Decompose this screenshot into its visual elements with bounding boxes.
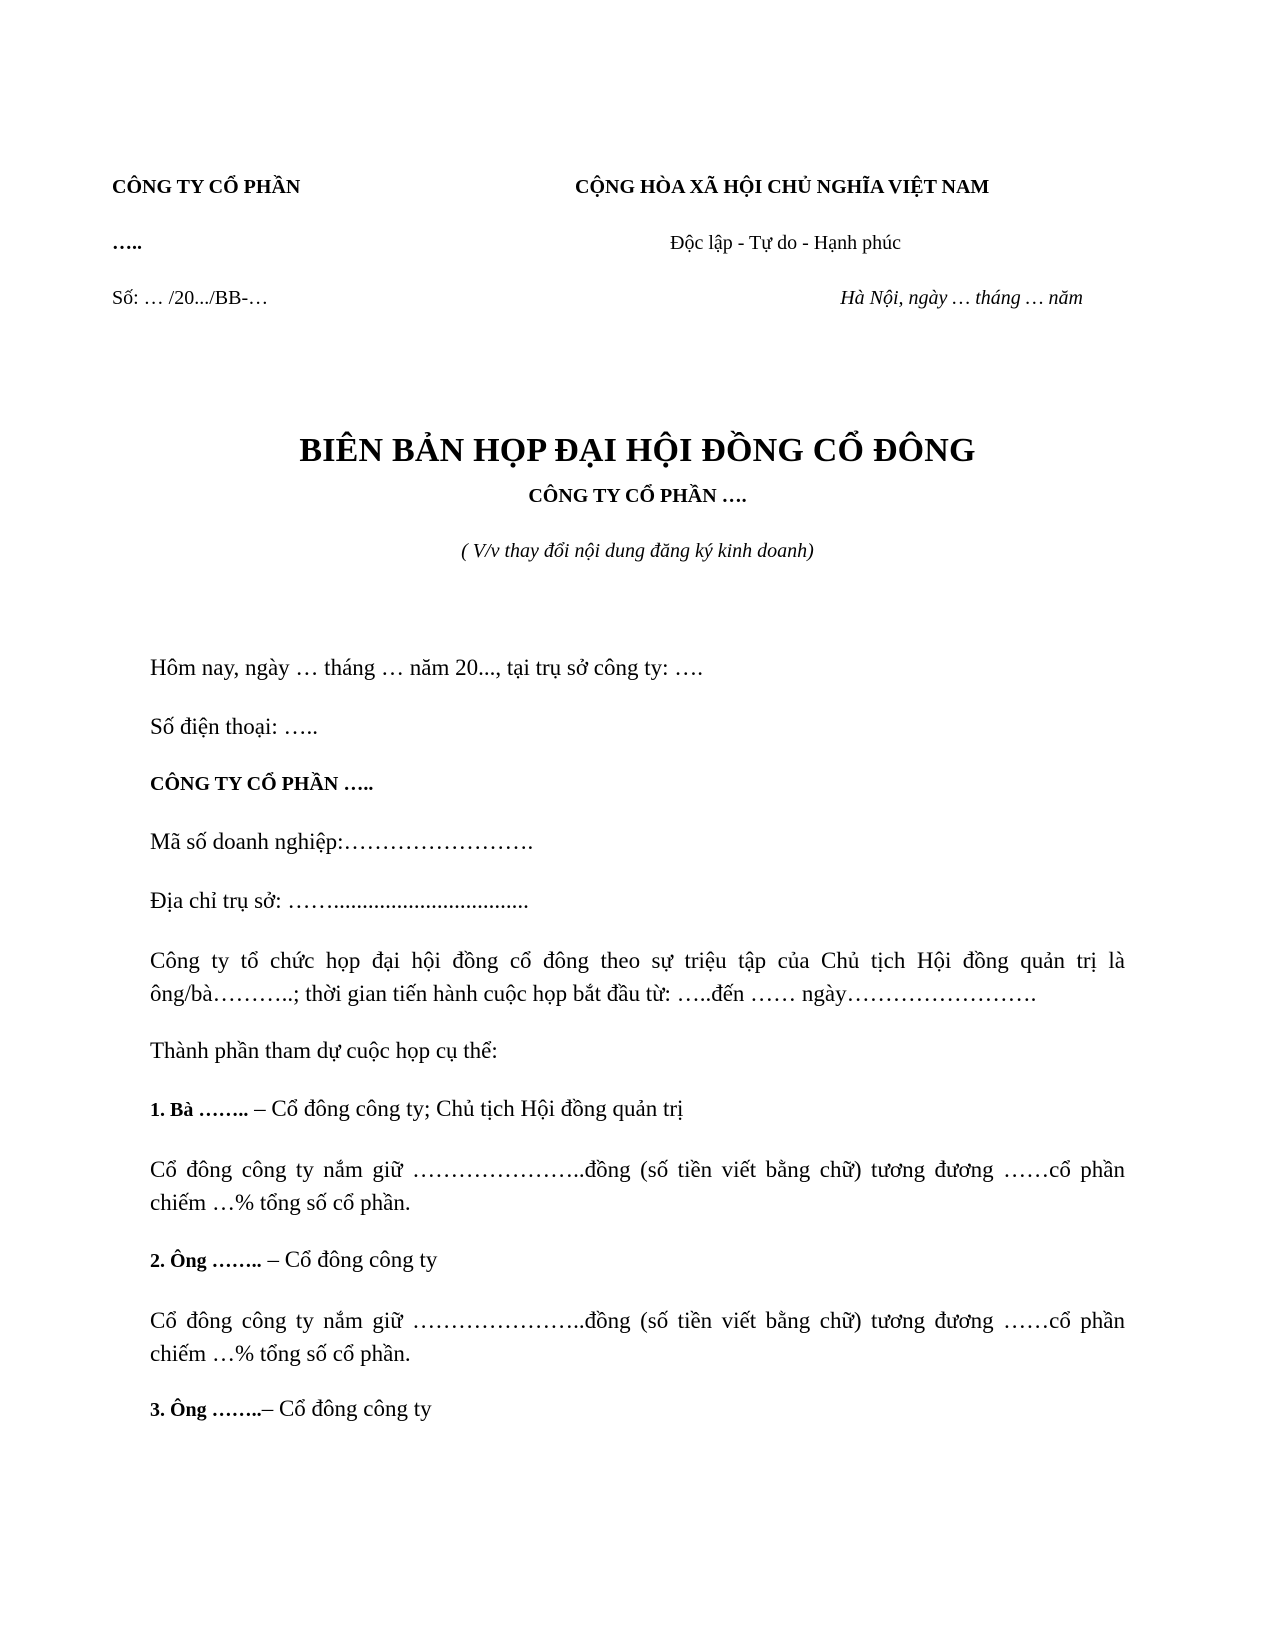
title-company: CÔNG TY CỔ PHẦN …. xyxy=(528,485,747,507)
intro-line: Hôm nay, ngày … tháng … năm 20..., tại trụ sở công ty: …. xyxy=(150,655,704,680)
attendee-2-label: 2. Ông …….. xyxy=(150,1250,262,1272)
country-name: CỘNG HÒA XÃ HỘI CHỦ NGHĨA VIỆT NAM xyxy=(575,176,990,198)
company-name-line: CÔNG TY CỔ PHẦN ….. xyxy=(150,773,374,795)
attendee-3-heading xyxy=(150,1396,432,1422)
document-title: BIÊN BẢN HỌP ĐẠI HỘI ĐỒNG CỔ ĐÔNG xyxy=(299,432,976,469)
attendees-intro: Thành phần tham dự cuộc họp cụ thể: xyxy=(150,1038,498,1063)
attendee-3-label: 3. Ông …….. xyxy=(150,1399,262,1421)
title-subject: ( V/v thay đổi nội dung đăng ký kinh doanh) xyxy=(461,540,814,562)
tax-code-line: Mã số doanh nghiệp:……………………. xyxy=(150,829,534,854)
attendee-1-label: 1. Bà …….. xyxy=(150,1099,249,1121)
document-number: Số: … /20.../BB-… xyxy=(112,287,269,309)
company-header: CÔNG TY CỔ PHẦN xyxy=(112,176,301,198)
company-name-placeholder: ….. xyxy=(112,232,142,254)
phone-line: Số điện thoại: ….. xyxy=(150,714,319,739)
attendee-1-holding: Cổ đông công ty nắm giữ …………………..đồng (số tiền viết bằng chữ) tương đương ……cổ phần chiếm …% tổng số cổ phần. xyxy=(150,1157,1125,1215)
attendee-2-heading xyxy=(150,1247,437,1273)
address-line: Địa chỉ trụ sở: …….................................. xyxy=(150,888,529,913)
attendee-2-role: – Cổ đông công ty xyxy=(261,1247,438,1272)
place-date: Hà Nội, ngày … tháng … năm xyxy=(840,287,1083,309)
convening-paragraph: Công ty tổ chức họp đại hội đồng cổ đông theo sự triệu tập của Chủ tịch Hội đồng quản trị là ông/bà………..; thời gian tiến hành cuộc họp bắt đầu từ: …..đến …… ngày……………………. xyxy=(150,948,1125,1006)
attendee-1-heading xyxy=(150,1096,683,1122)
attendee-2-holding: Cổ đông công ty nắm giữ …………………..đồng (số tiền viết bằng chữ) tương đương ……cổ phần chiếm …% tổng số cổ phần. xyxy=(150,1308,1125,1366)
attendee-1-role: – Cổ đông công ty; Chủ tịch Hội đồng quản trị xyxy=(248,1096,684,1121)
national-motto: Độc lập - Tự do - Hạnh phúc xyxy=(670,232,901,254)
attendee-3-role: – Cổ đông công ty xyxy=(261,1396,432,1421)
